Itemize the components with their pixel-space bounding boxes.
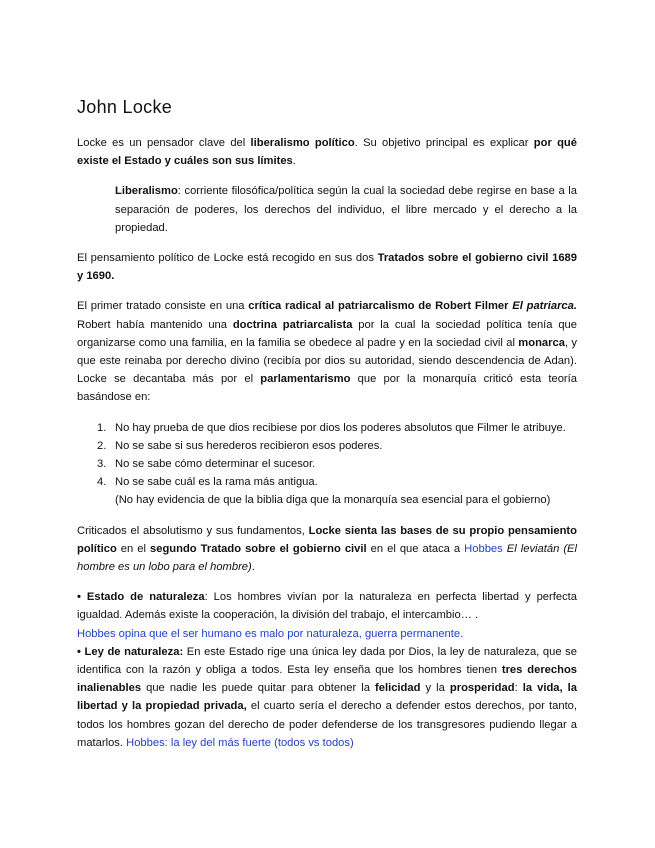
critique-list — [77, 419, 577, 510]
document-content — [77, 97, 577, 752]
state-of-nature-paragraph: • Estado de naturaleza: Los hombres vivían por la naturaleza en perfecta libertad y perfecta igualdad. Además existe la cooperación, la división del trabajo, el intercambio… . — [77, 591, 577, 622]
first-treatise-paragraph: El primer tratado consiste en una crítica radical al patriarcalismo de Robert Filmer El patriarca. Robert había mantenido una doctrina patriarcalista por la cual la sociedad política tenía que organizarse como una familia, en la familia se obedece al padre y en la sociedad civil al monarca, y que este reinaba por derecho divino (recibía por dios su autoridad, siendo descendencia de Adan). Locke se decantaba más por el parlamentarismo que por la monarquía criticó esta teoría basándose en: — [77, 300, 578, 404]
list-item: 1. No hay prueba de que dios recibiese por dios los poderes absolutos que Filmer le atribuye. — [97, 421, 566, 434]
liberalism-definition: Liberalismo: corriente filosófica/política según la cual la sociedad debe regirse en base a la separación de poderes, los derechos del individuo, el libre mercado y el derecho a la propiedad. — [115, 185, 577, 234]
second-treatise-paragraph: Criticados el absolutismo y sus fundamentos, Locke sienta las bases de su propio pensamiento político en el segundo Tratado sobre el gobierno civil en el que ataca a Hobbes El leviatán (El hombre es un lobo para el hombre). — [77, 524, 577, 574]
list-item: 4. No se sabe cuál es la rama más antigua. — [97, 476, 318, 489]
list-item: 3. No se sabe cómo determinar el sucesor. — [97, 458, 316, 471]
hobbes-note-1: Hobbes opina que el ser humano es malo por naturaleza, guerra permanente. — [77, 627, 464, 640]
list-note: (No hay evidencia de que la biblia diga que la monarquía sea esencial para el gobierno) — [115, 494, 551, 507]
page-title: John Locke — [77, 97, 173, 117]
list-item: 2. No se sabe si sus herederos recibieron esos poderes. — [97, 439, 383, 452]
intro-paragraph: Locke es un pensador clave del liberalismo político. Su objetivo principal es explicar por qué existe el Estado y cuáles son sus límites. — [77, 137, 577, 168]
treatises-paragraph: El pensamiento político de Locke está recogido en sus dos Tratados sobre el gobierno civil 1689 y 1690. — [77, 252, 577, 283]
law-of-nature-paragraph: • Ley de naturaleza: En este Estado rige una única ley dada por Dios, la ley de naturaleza, que se identifica con la razón y obliga a todos. Esta ley enseña que los hombres tienen tres derechos inalienables que nadie les puede quitar para obtener la felicidad y la prosperidad: la vida, la libertad y la propiedad privada, el cuarto sería el derecho a defender estos derechos, por tanto, todos los hombres gozan del derecho de poder defenderse de los transgresores pudiendo llegar a matarlos. Hobbes: la ley del más fuerte (todos vs todos) — [77, 645, 578, 749]
